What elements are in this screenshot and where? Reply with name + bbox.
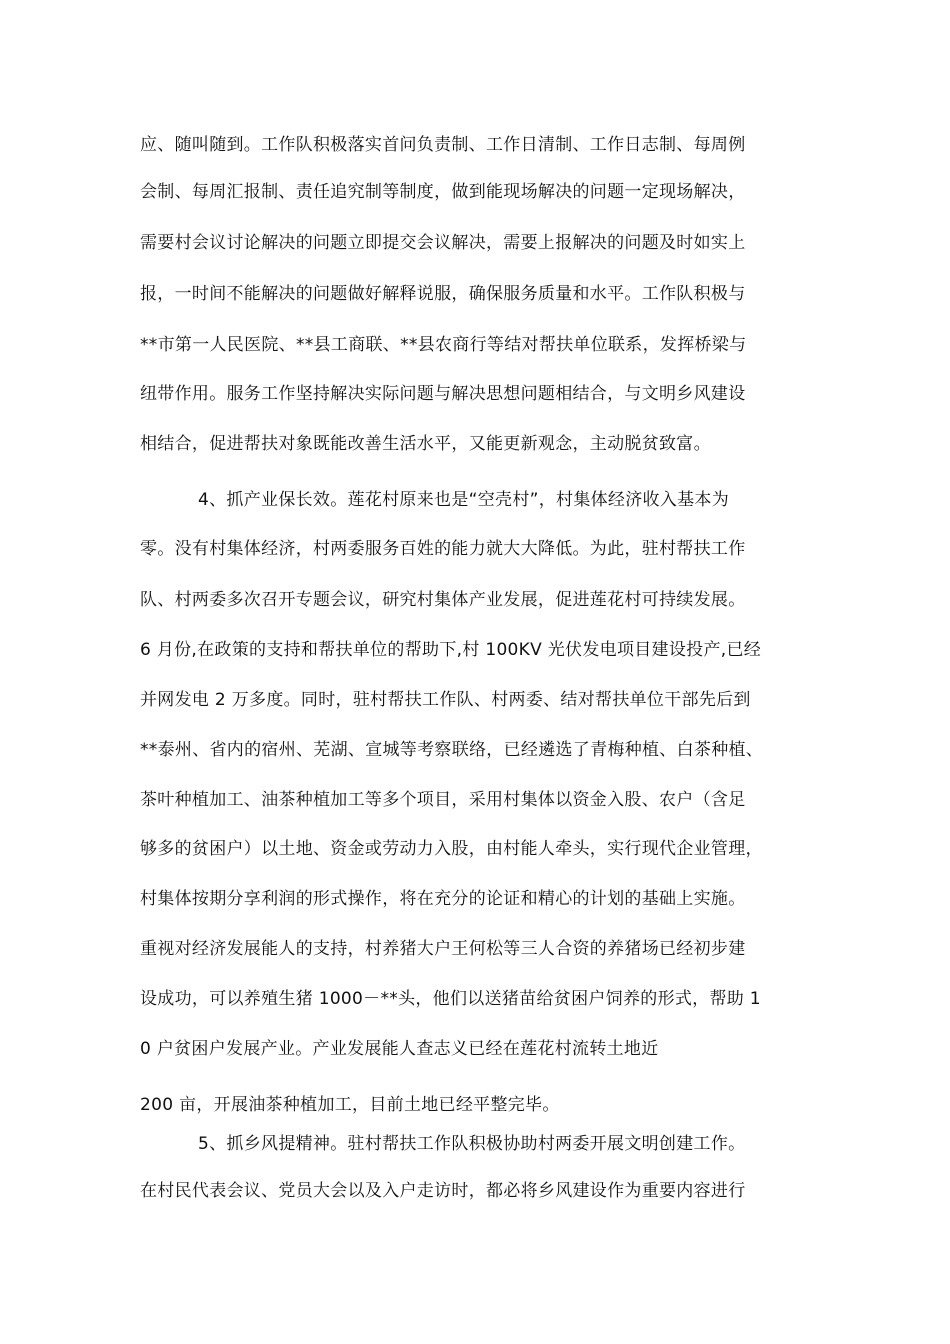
text-line: 零。没有村集体经济，村两委服务百姓的能力就大大降低。为此，驻村帮扶工作 [140,539,746,559]
text-line: 并网发电 2 万多度。同时，驻村帮扶工作队、村两委、结对帮扶单位干部先后到 [140,690,751,710]
text-line: 重视对经济发展能人的支持，村养猪大户王何松等三人合资的养猪场已经初步建 [140,939,746,959]
text-line: 茶叶种植加工、油茶种植加工等多个项目，采用村集体以资金入股、农户（含足 [140,790,746,810]
text-line: **市第一人民医院、**县工商联、**县农商行等结对帮扶单位联系，发挥桥梁与 [140,335,747,355]
text-line: 够多的贫困户）以土地、资金或劳动力入股，由村能人牵头，实行现代企业管理， [140,839,763,859]
text-line: 在村民代表会议、党员大会以及入户走访时，都必将乡风建设作为重要内容进行 [140,1181,746,1201]
text-line: 相结合，促进帮扶对象既能改善生活水平，又能更新观念，主动脱贫致富。 [140,434,711,454]
text-line: 0 户贫困户发展产业。产业发展能人查志义已经在莲花村流转土地近 [140,1039,659,1059]
text-line: 纽带作用。服务工作坚持解决实际问题与解决思想问题相结合，与文明乡风建设 [140,384,746,404]
text-line: 设成功，可以养殖生猪 1000－**头，他们以送猪苗给贫困户饲养的形式，帮助 1 [140,989,761,1009]
text-line: 需要村会议讨论解决的问题立即提交会议解决，需要上报解决的问题及时如实上 [140,233,746,253]
text-line: 会制、每周汇报制、责任追究制等制度，做到能现场解决的问题一定现场解决， [140,182,746,202]
text-line: 报，一时间不能解决的问题做好解释说服，确保服务质量和水平。工作队积极与 [140,284,746,304]
text-line: **泰州、省内的宿州、芜湖、宣城等考察联络，已经遴选了青梅种植、白茶种植、 [140,740,764,760]
text-line: 应、随叫随到。工作队积极落实首问负责制、工作日清制、工作日志制、每周例 [140,135,746,155]
text-line: 队、村两委多次召开专题会议，研究村集体产业发展，促进莲花村可持续发展。 [140,590,746,610]
text-line: 200 亩，开展油茶种植加工，目前土地已经平整完毕。 [140,1095,560,1115]
text-line: 6 月份,在政策的支持和帮扶单位的帮助下,村 100KV 光伏发电项目建设投产,已经 [140,640,762,660]
text-line: 村集体按期分享利润的形式操作，将在充分的论证和精心的计划的基础上实施。 [140,889,746,909]
paragraph-start-line: 4、抓产业保长效。莲花村原来也是“空壳村”，村集体经济收入基本为 [198,490,730,510]
paragraph-start-line: 5、抓乡风提精神。驻村帮扶工作队积极协助村两委开展文明创建工作。 [198,1134,746,1154]
